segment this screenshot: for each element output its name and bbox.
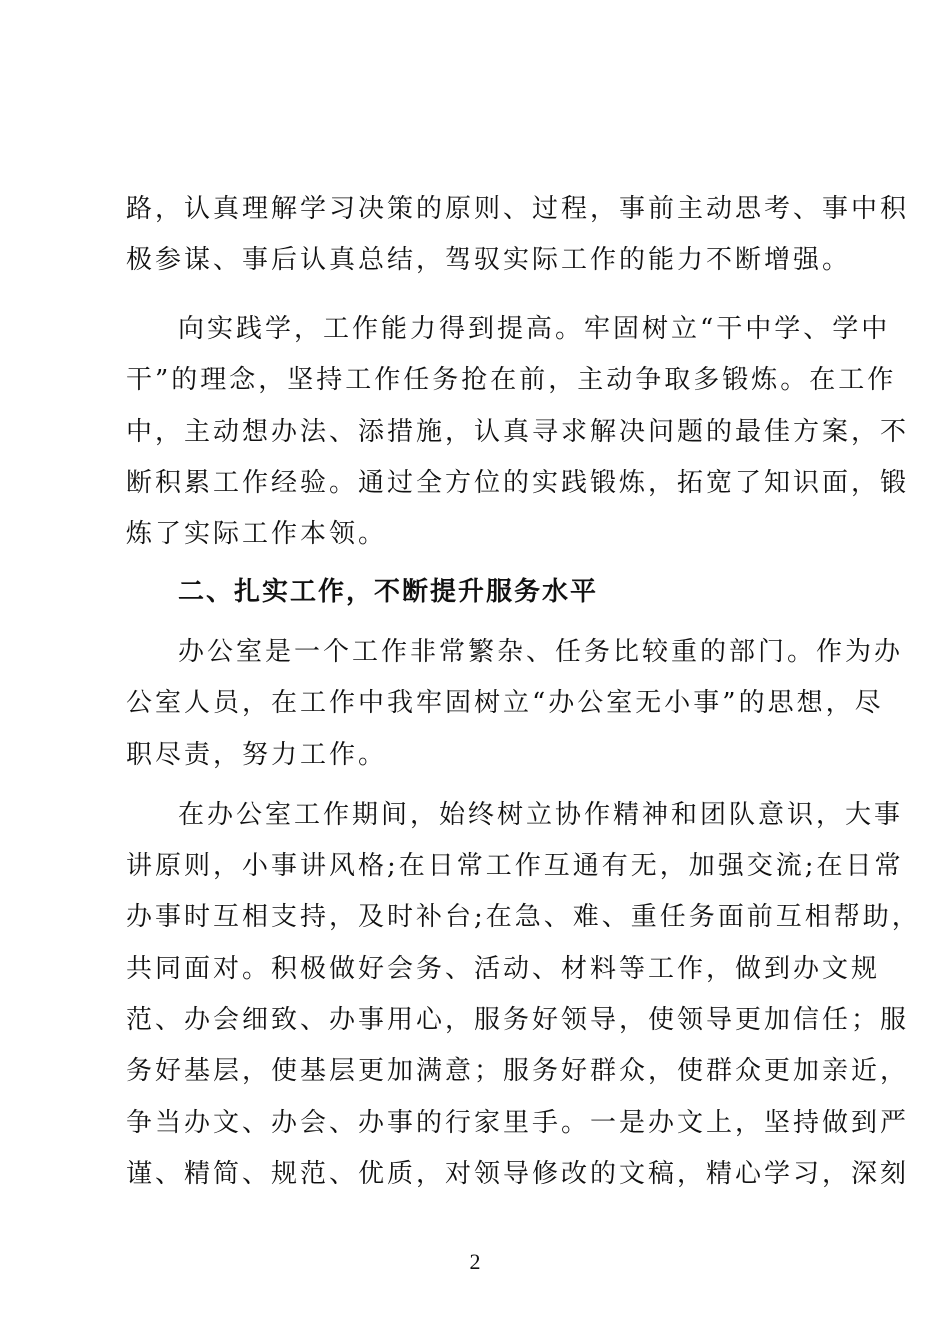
page-number: 2 xyxy=(469,1249,481,1274)
text-line: 讲原则，小事讲风格;在日常工作互通有无，加强交流;在日常 xyxy=(126,851,904,881)
text-line: 职尽责，努力工作。 xyxy=(126,740,388,770)
text-line: 谨、精简、规范、优质，对领导修改的文稿，精心学习，深刻 xyxy=(126,1159,910,1189)
paragraph-first-line: 在办公室工作期间，始终树立协作精神和团队意识，大事 xyxy=(178,800,904,830)
text-line: 公室人员，在工作中我牢固树立“办公室无小事”的思想，尽 xyxy=(126,688,884,718)
section-heading: 二、扎实工作，不断提升服务水平 xyxy=(178,577,599,607)
text-line: 路，认真理解学习决策的原则、过程，事前主动思考、事中积 xyxy=(126,194,910,224)
paragraph-first-line: 办公室是一个工作非常繁杂、任务比较重的部门。作为办 xyxy=(178,637,904,667)
text-line: 争当办文、办会、办事的行家里手。一是办文上，坚持做到严 xyxy=(126,1108,910,1138)
text-line: 炼了实际工作本领。 xyxy=(126,519,388,549)
text-line: 办事时互相支持，及时补台;在急、难、重任务面前互相帮助， xyxy=(126,902,921,932)
text-line: 范、办会细致、办事用心，服务好领导，使领导更加信任；服 xyxy=(126,1005,910,1035)
text-line: 中，主动想办法、添措施，认真寻求解决问题的最佳方案，不 xyxy=(126,417,910,447)
text-line: 断积累工作经验。通过全方位的实践锻炼，拓宽了知识面，锻 xyxy=(126,468,910,498)
text-line: 务好基层，使基层更加满意；服务好群众，使群众更加亲近， xyxy=(126,1056,910,1086)
text-line: 极参谋、事后认真总结，驾驭实际工作的能力不断增强。 xyxy=(126,245,852,275)
text-line: 共同面对。积极做好会务、活动、材料等工作，做到办文规 xyxy=(126,954,881,984)
text-line: 干”的理念，坚持工作任务抢在前，主动争取多锻炼。在工作 xyxy=(126,365,897,395)
paragraph-first-line: 向实践学，工作能力得到提高。牢固树立“干中学、学中 xyxy=(178,314,891,344)
